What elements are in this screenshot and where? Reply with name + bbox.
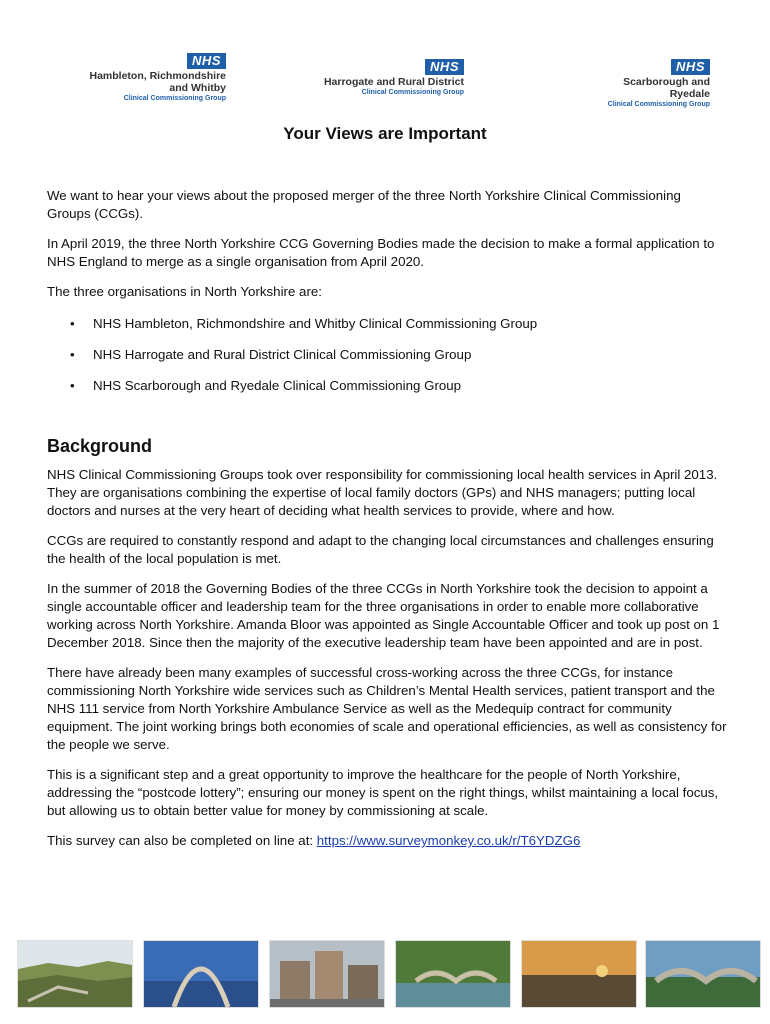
background-heading: Background (47, 436, 153, 456)
background-paragraph: NHS Clinical Commissioning Groups took over responsibility for commissioning local health services in April 2013. They are organisations combining the expertise of local family doctors (GPs) and NHS managers; putting local doctors and nurses at the very heart of deciding what health services to provide, where and how. (47, 467, 718, 518)
survey-line: This survey can also be completed on line at: https://www.surveymonkey.co.uk/r/T6YDZG6 (47, 833, 581, 848)
river-bridge-photo (395, 940, 511, 1008)
survey-link[interactable]: https://www.surveymonkey.co.uk/r/T6YDZG6 (316, 833, 581, 848)
list-item: • NHS Harrogate and Rural District Clinical Commissioning Group (70, 347, 472, 362)
logo-ccg-label: Clinical Commissioning Group (607, 101, 710, 108)
bullet-icon: • (70, 378, 75, 393)
intro-paragraph: The three organisations in North Yorkshire are: (47, 284, 322, 299)
logo-org-name: Hambleton, Richmondshire (89, 70, 226, 82)
logo-ccg-label: Clinical Commissioning Group (361, 89, 464, 96)
coast-sunset-photo (521, 940, 637, 1008)
landscape-photo (17, 940, 133, 1008)
document-body (47, 187, 727, 862)
logo-org-name: Scarborough and Ryedale (623, 76, 710, 100)
background-paragraph: This is a significant step and a great opportunity to improve the healthcare for the people of North Yorkshire, addressing the “postcode lottery”; ensuring our money is spent on the right things, whilst maintaining a local focus, but allowing us to obtain better value for money by commissioning at scale. (47, 767, 719, 818)
bullet-icon: • (70, 316, 75, 331)
stone-bridge-photo (645, 940, 761, 1008)
photo-strip (17, 940, 757, 1008)
whalebone-arch-photo (143, 940, 259, 1008)
nhs-badge: NHS (425, 59, 464, 75)
logo-ccg-label: Clinical Commissioning Group (123, 95, 226, 102)
bullet-icon: • (70, 347, 75, 362)
town-street-photo (269, 940, 385, 1008)
nhs-badge: NHS (671, 59, 710, 75)
intro-paragraph: We want to hear your views about the proposed merger of the three North Yorkshire Clinical Commissioning Groups (CCGs). (47, 188, 681, 221)
list-item: • NHS Hambleton, Richmondshire and Whitby Clinical Commissioning Group (70, 316, 538, 331)
logo-org-name: Harrogate and Rural District (323, 76, 464, 88)
logo-org-name-line2: and Whitby (169, 82, 226, 94)
logo-hambleton-richmondshire-whitby (66, 52, 226, 103)
intro-paragraph: In April 2019, the three North Yorkshire CCG Governing Bodies made the decision to make a formal application to NHS England to merge as a single organisation from April 2020. (47, 236, 715, 269)
logo-harrogate-rural-district (308, 58, 464, 97)
background-paragraph: In the summer of 2018 the Governing Bodies of the three CCGs in North Yorkshire took the decision to appoint a single accountable officer and leadership team for the three organisations in order to enable more collaborative working across North Yorkshire. Amanda Bloor was appointed as Single Accountable Officer and took up post on 1 December 2018. Since then the majority of the executive leadership team have been appointed and are in post. (47, 581, 720, 650)
page-title: Your Views are Important (283, 124, 487, 143)
nhs-badge: NHS (187, 53, 226, 69)
background-paragraph: CCGs are required to constantly respond and adapt to the changing local circumstances and challenges ensuring the health of the local population is met. (47, 533, 714, 566)
background-paragraph: There have already been many examples of successful cross-working across the three CCGs, for instance commissioning North Yorkshire wide services such as Children’s Mental Health services, patient transport and the NHS 111 service from North Yorkshire Ambulance Service as well as the Medequip contract for community equipment. The joint working brings both economies of scale and operational efficiencies, as well as consistency for the people we serve. (47, 665, 727, 752)
logo-scarborough-ryedale (580, 58, 710, 109)
organisation-list (47, 315, 727, 395)
list-item: • NHS Scarborough and Ryedale Clinical Commissioning Group (70, 378, 462, 393)
